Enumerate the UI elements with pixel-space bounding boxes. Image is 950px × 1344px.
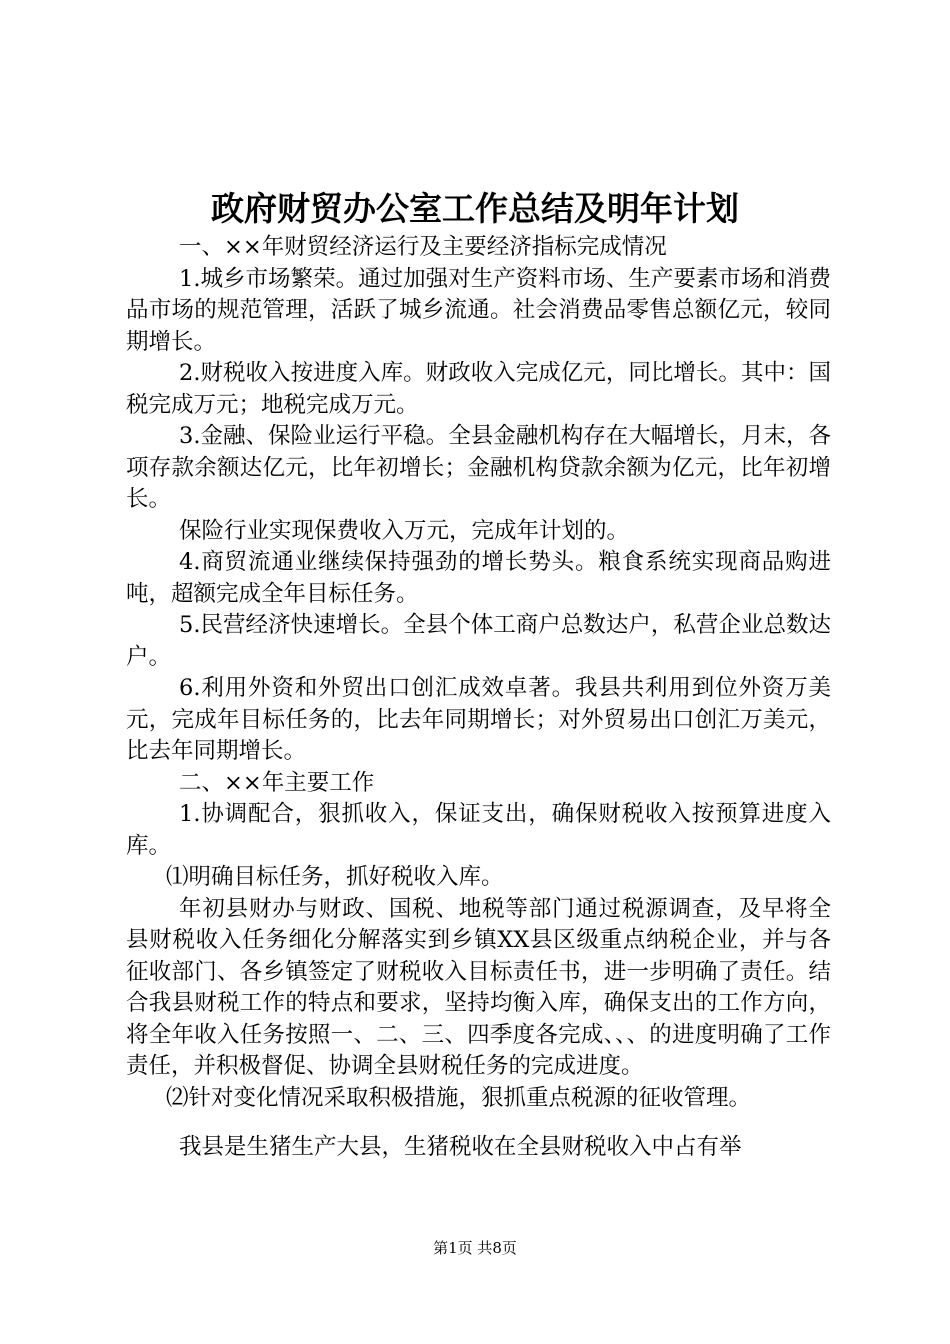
paragraph: 年初县财办与财政、国税、地税等部门通过税源调查，及早将全县财税收入任务细化分解落实到乡镇XX县区级重点纳税企业，并与各征收部门、各乡镇签定了财税收入目标责任书，进一步明确了责任。结合我县财税工作的特点和要求，坚持均衡入库，确保支出的工作方向，将全年收入任务按照一、二、三、四季度各完成、、、的进度明确了工作责任，并积极督促、协调全县财税任务的完成进度。 xyxy=(126,895,831,1079)
paragraph: 1.协调配合，狠抓收入，保证支出，确保财税收入按预算进度入库。 xyxy=(126,801,831,859)
document-body xyxy=(126,232,831,1164)
paragraph: 5.民营经济快速增长。全县个体工商户总数达户，私营企业总数达户。 xyxy=(126,612,831,670)
section-heading: 一、××年财贸经济运行及主要经济指标完成情况 xyxy=(179,234,667,260)
document-title: 政府财贸办公室工作总结及明年计划 xyxy=(211,189,739,228)
paragraph: 保险行业实现保费收入万元，完成年计划的。 xyxy=(179,517,630,544)
section-heading: 二、××年主要工作 xyxy=(179,769,375,796)
paragraph: 1.城乡市场繁荣。通过加强对生产资料市场、生产要素市场和消费品市场的规范管理，活跃了城乡流通。社会消费品零售总额亿元，较同期增长。 xyxy=(126,265,831,355)
paragraph: 4.商贸流通业继续保持强劲的增长势头。粮食系统实现商品购进吨，超额完成全年目标任务。 xyxy=(126,549,831,607)
paragraph: 2.财税收入按进度入库。财政收入完成亿元，同比增长。其中：国税完成万元；地税完成万元。 xyxy=(126,360,831,418)
paragraph: 3.金融、保险业运行平稳。全县金融机构存在大幅增长，月末，各项存款余额达亿元，比年初增长；金融机构贷款余额为亿元，比年初增长。 xyxy=(126,423,831,512)
sub-heading: ⑵针对变化情况采取积极措施，狠抓重点税源的征收管理。 xyxy=(166,1084,752,1111)
page-footer: 第1页 共8页 xyxy=(433,1239,517,1257)
paragraph: 6.利用外资和外贸出口创汇成效卓著。我县共利用到位外资万美元，完成年目标任务的，比去年同期增长；对外贸易出口创汇万美元，比去年同期增长。 xyxy=(126,675,831,764)
paragraph: 我县是生猪生产大县，生猪税收在全县财税收入中占有举 xyxy=(179,1134,742,1160)
sub-heading: ⑴明确目标任务，抓好税收入库。 xyxy=(166,864,504,890)
